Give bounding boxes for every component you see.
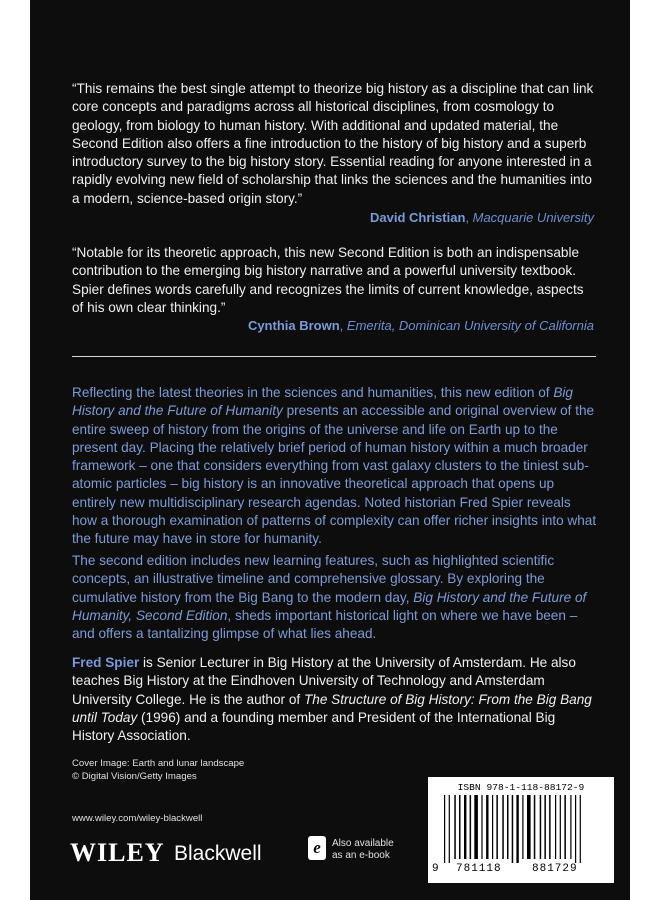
barcode-bar [454, 795, 456, 859]
blackwell-imprint: Blackwell [174, 842, 262, 865]
author-name: Fred Spier [72, 655, 140, 670]
barcode-bar [516, 795, 518, 863]
barcode-bar [481, 795, 482, 859]
e-book-note-line: Also available [332, 838, 394, 849]
description-text: Reflecting the latest theories in the sciences and humanities, this new edition of [72, 385, 554, 400]
e-book-glyph: e [313, 838, 321, 857]
barcode-bar [534, 795, 536, 859]
cover-image-credit [72, 757, 244, 783]
barcode-digits-right: 881729 [532, 863, 578, 875]
back-cover [30, 0, 630, 900]
e-book-note-line: as an e-book [332, 850, 390, 861]
description-paragraph-1 [72, 384, 598, 549]
barcode-bar [464, 795, 466, 859]
barcode-bar [555, 795, 556, 859]
bio-text: is Senior Lecturer in Big History at the University of Amsterdam. He also teaches Big History at the Eindhoven University of Technology and Amsterdam University College. He is the author of [72, 655, 576, 707]
reviewer-affiliation: Emerita, Dominican University of California [346, 318, 594, 333]
author-book-title: The Structure of Big History: From the Big Bang until Today [72, 691, 592, 725]
credit-line: Cover Image: Earth and lunar landscape [72, 758, 245, 769]
review-attribution-1: David Christian, Macquarie University [370, 210, 594, 225]
description-text: The second edition includes new learning features, such as highlighted scientific concepts, an illustrative timeline and comprehensive glossary. By exploring the cumulative history from the Big Bang to the modern day, [72, 553, 555, 605]
description-text: presents an accessible and original overview of the entire sweep of history from the origins of the universe and life on Earth up to the present day. Placing the relatively brief period of human history within a much broader framework – one that considers everything from vast galaxy clusters to the tiniest sub-atomic particles – big history is an innovative theoretical approach that opens up entirely new multidisciplinary research agendas. Noted historian Fred Spier reveals how a thorough examination of patterns of complexity can offer richer insights into what the future may have in store for humanity. [72, 403, 597, 547]
barcode-bar [502, 795, 504, 859]
barcode-bar [540, 795, 542, 859]
publisher-website-link[interactable]: www.wiley.com/wiley-blackwell [72, 813, 203, 824]
barcode-digits-left: 781118 [456, 863, 502, 875]
divider-rule [72, 356, 596, 357]
author-bio [72, 654, 600, 745]
reviewer-name: David Christian [370, 210, 466, 225]
barcode-bar [492, 795, 493, 859]
review-quote-2: “Notable for its theoretic approach, this new Second Edition is both an indispensable contribution to the emerging big history narrative and a powerful university textbook. Spier defines words carefully and recognizes the limits of current knowledge, aspects of his own clear thinking.” [72, 245, 584, 315]
barcode-bar [444, 795, 445, 863]
isbn-number: ISBN 978-1-118-88172-9 [457, 782, 585, 793]
isbn-barcode [428, 777, 614, 883]
reviewer-name: Cynthia Brown [247, 318, 340, 333]
book-title: Big History and the Future of Humanity [72, 385, 573, 419]
barcode-bar [575, 795, 576, 863]
barcode-bar [459, 795, 461, 859]
e-book-note [332, 838, 394, 862]
barcode-bar [570, 795, 571, 859]
barcode-bar [449, 795, 450, 863]
barcode-digit-first: 9 [432, 863, 440, 875]
barcode-bar [549, 795, 551, 859]
reviewer-affiliation: Macquarie University [472, 210, 594, 225]
bio-text: (1996) and a founding member and President of the International Big History Association. [72, 709, 556, 744]
book-title: Big History and the Future of Humanity, Second Edition [72, 589, 587, 623]
barcode-bar [470, 795, 472, 859]
description-text: , sheds important historical light on where we have been – and offers a tantalizing glimpse of what lies ahead. [72, 607, 578, 642]
barcode-bar [512, 795, 514, 863]
barcode-bar [474, 795, 478, 859]
barcode-bars [444, 795, 604, 863]
barcode-bar [486, 795, 488, 859]
e-book-icon [308, 836, 326, 860]
wiley-logo: WILEY [70, 838, 165, 867]
review-attribution-2: Cynthia Brown, Emerita, Dominican University of California [247, 318, 594, 333]
review-quote-1: “This remains the best single attempt to theorize big history as a discipline that can link core concepts and paradigms across all historical disciplines, from cosmology to geology, from biology to human history. With additional and updated material, the Second Edition also offers a fine introduction to the history of big history and a superb introductory survey to the big history story. Essential reading for anyone interested in a rapidly evolving new field of scholarship that links the sciences and the humanities into a modern, science-based origin story.” [72, 81, 594, 206]
barcode-bar [560, 795, 561, 859]
barcode-bar [544, 795, 546, 859]
barcode-bar [564, 795, 566, 859]
barcode-bar [580, 795, 581, 863]
barcode-bar [496, 795, 498, 859]
barcode-bar [527, 795, 531, 859]
barcode-bar [522, 795, 523, 859]
barcode-bar [507, 795, 509, 859]
description-paragraph-2 [72, 552, 598, 643]
credit-line: © Digital Vision/Getty Images [72, 771, 197, 782]
